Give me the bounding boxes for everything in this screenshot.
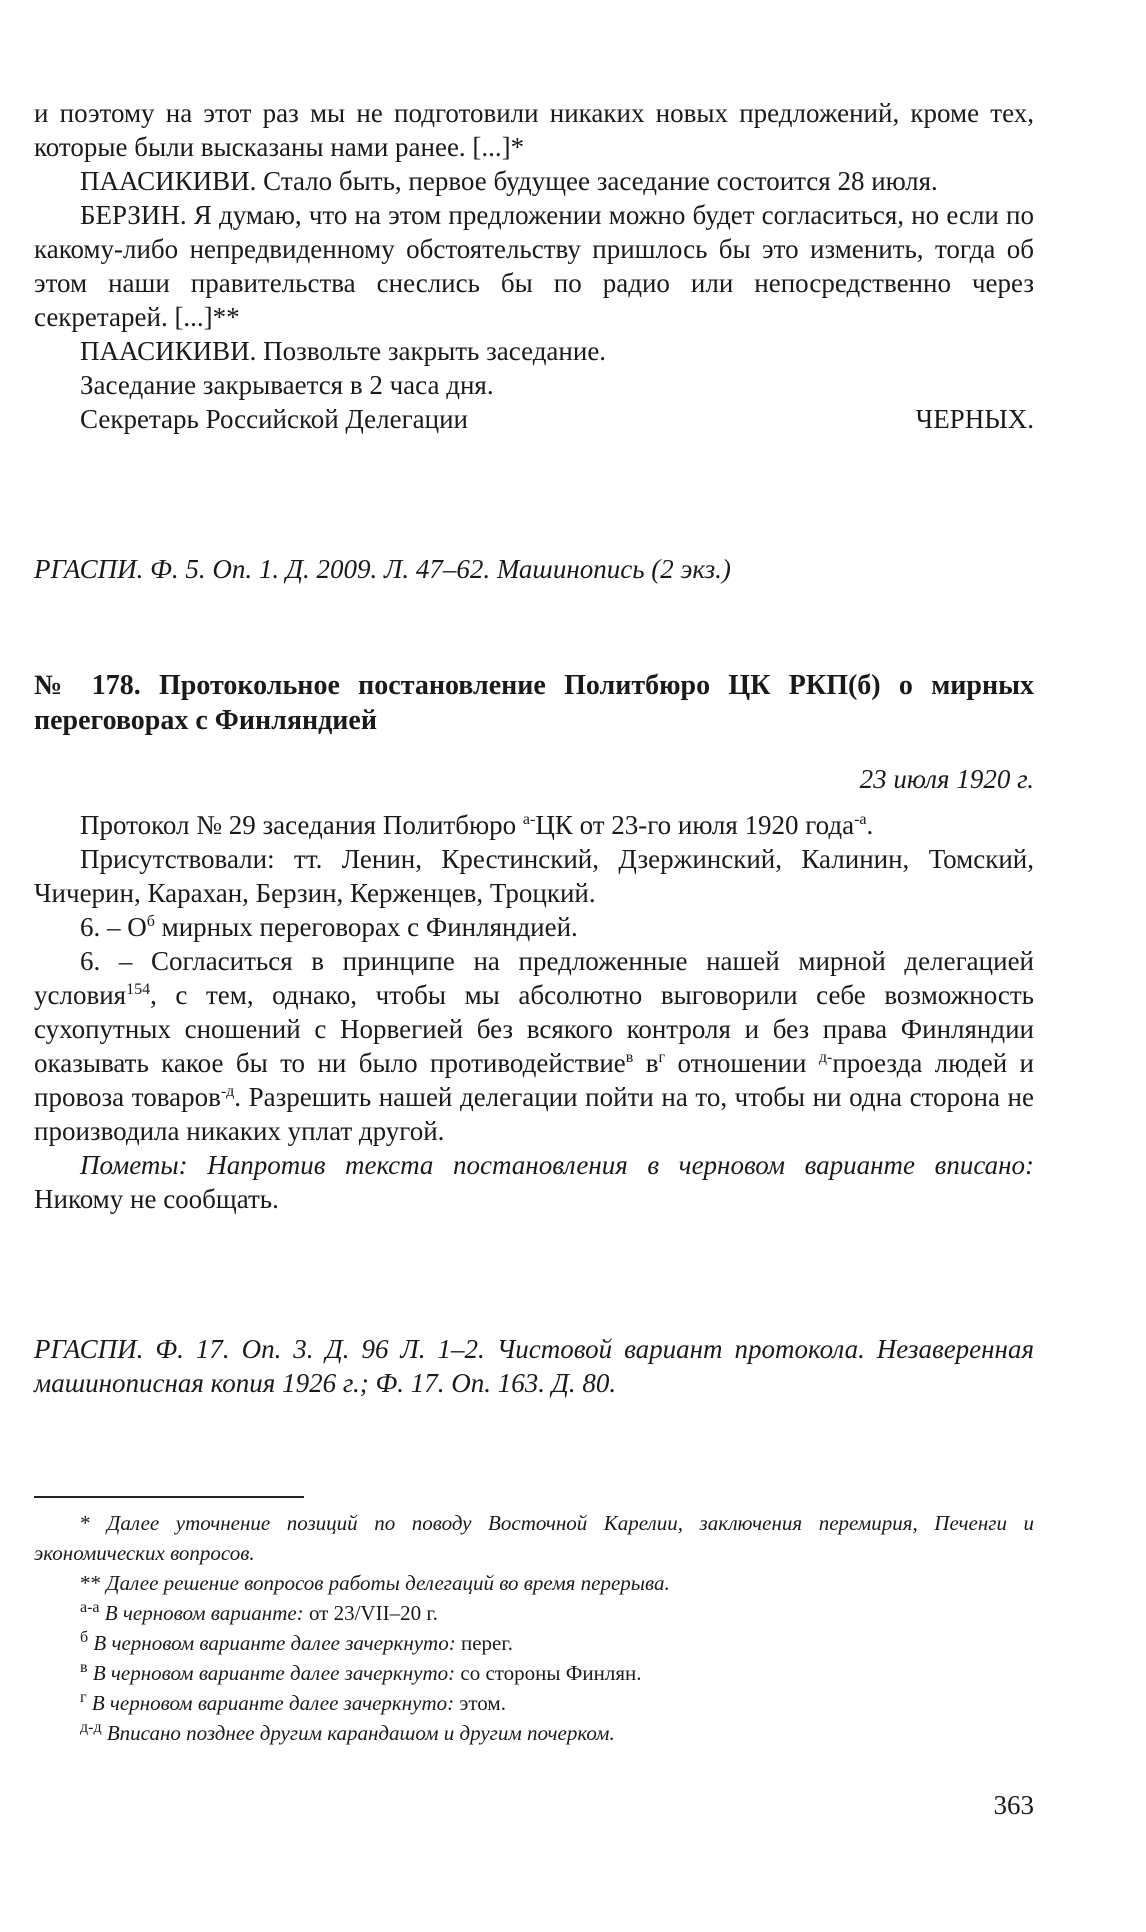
footnote: $^{а-а}$ В черновом варианте: от 23/VII–20 г. bbox=[80, 1599, 438, 1625]
archive-source: РГАСПИ. Ф. 17. Оп. 3. Д. 96 Л. 1–2. Чистовой вариант протокола. Незаверенная машинописная копия 1926 г.; Ф. 17. Оп. 163. Д. 80. bbox=[34, 1334, 1034, 1398]
paragraph: и поэтому на этот раз мы не подготовили никаких новых предложений, кроме тех, которые были высказаны нами ранее. [...]* bbox=[34, 98, 1034, 162]
paragraph: Заседание закрывается в 2 часа дня. bbox=[80, 370, 494, 400]
signature-name: ЧЕРНЫХ. bbox=[915, 404, 1034, 434]
document-heading: № 178. Протокольное постановление Политбюро ЦК РКП(б) о мирных переговорах с Финляндией bbox=[34, 670, 1034, 736]
paragraph: БЕРЗИН. Я думаю, что на этом предложении можно будет согласиться, но если по какому-либо непредвиденному обстоятельству пришлось бы это изменить, тогда об этом наши правительства снеслись бы по радио или непосредственно через секретарей. [...]** bbox=[34, 200, 1034, 332]
paragraph: ПААСИКИВИ. Стало быть, первое будущее заседание состоится 28 июля. bbox=[80, 166, 938, 196]
document-date: 23 июля 1920 г. bbox=[859, 764, 1034, 794]
footnote: $^б$ В черновом варианте далее зачеркнуто: перег. bbox=[80, 1629, 513, 1655]
paragraph: ПААСИКИВИ. Позвольте закрыть заседание. bbox=[80, 336, 607, 366]
paragraph: Протокол № 29 заседания Политбюро $^{а-}$ЦК от 23-го июля 1920 года$^{-а}$. bbox=[80, 810, 874, 840]
archive-source: РГАСПИ. Ф. 5. Оп. 1. Д. 2009. Л. 47–62. Машинопись (2 экз.) bbox=[34, 554, 731, 584]
footnote: ** Далее решение вопросов работы делегаций во время перерыва. bbox=[80, 1571, 670, 1595]
paragraph: Присутствовали: тт. Ленин, Крестинский, Дзержинский, Калинин, Томский, Чичерин, Карахан, Берзин, Керженцев, Троцкий. bbox=[34, 844, 1034, 908]
previous-document-tail bbox=[34, 96, 1034, 436]
document-178 bbox=[34, 668, 1034, 1216]
footnote: $^в$ В черновом варианте далее зачеркнуто: со стороны Финлян. bbox=[80, 1659, 642, 1685]
paragraph-note: Пометы: Напротив текста постановления в черновом варианте вписано: Никому не сообщать. bbox=[34, 1150, 1034, 1214]
page-number: 363 bbox=[993, 1790, 1034, 1820]
footnote-divider bbox=[34, 1496, 304, 1498]
footnotes bbox=[34, 1508, 1034, 1748]
footnote: $^{д-д}$ Вписано позднее другим карандашом и другим почерком. bbox=[80, 1719, 615, 1745]
signature-line bbox=[34, 402, 1034, 436]
paragraph: 6. – Согласиться в принципе на предложенные нашей мирной делегацией условия$^{154}$, с тем, однако, чтобы мы абсолютно выговорили себе возможность сухопутных сношений с Норвегией без всякого контроля и без права Финляндии оказывать какое бы то ни было противодействие$^в$ $в^г$ отношении $^{д-}$проезда людей и провоза товаров$^{-д}$. Разрешить нашей делегации пойти на то, чтобы ни одна сторона не производила никаких уплат другой. bbox=[34, 946, 1035, 1146]
footnote: $^г$ В черновом варианте далее зачеркнуто: этом. bbox=[80, 1689, 506, 1715]
signature-title: Секретарь Российской Делегации bbox=[80, 404, 469, 434]
paragraph: 6. – $О^б$ мирных переговорах с Финляндией. bbox=[80, 912, 578, 942]
footnote: * Далее уточнение позиций по поводу Восточной Карелии, заключения перемирия, Печенги и экономических вопросов. bbox=[34, 1511, 1034, 1565]
